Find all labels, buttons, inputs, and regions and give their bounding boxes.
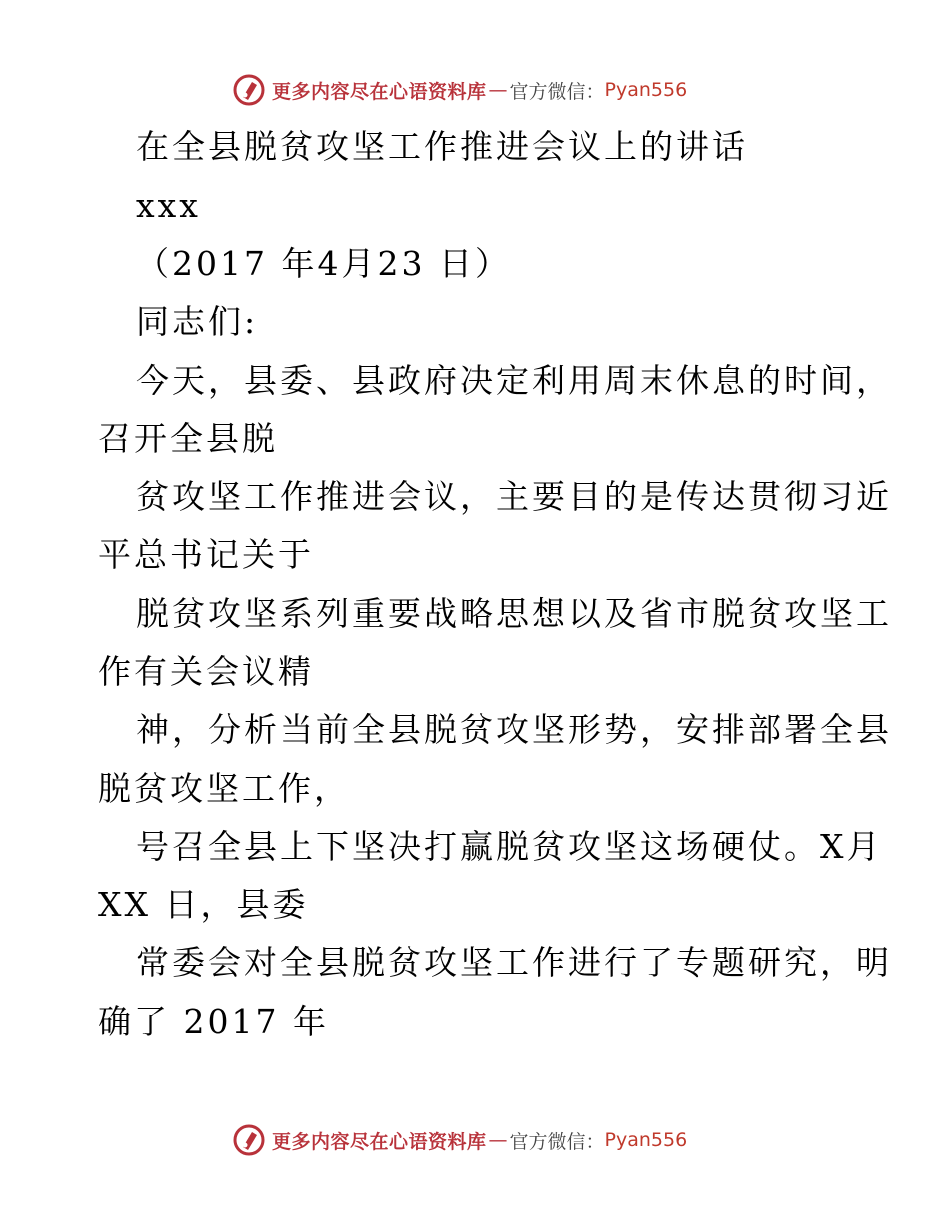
- paragraph-line: 作有关会议精: [98, 652, 314, 691]
- watermark-contact-label: 官方微信：: [509, 1130, 605, 1153]
- footer-watermark: [232, 1122, 687, 1158]
- document-date: （2017 年4月23 日）: [136, 244, 511, 283]
- watermark-contact-label: 官方微信：: [509, 80, 605, 103]
- document-salutation: 同志们:: [136, 302, 259, 341]
- paragraph-line: 脱贫攻坚系列重要战略思想以及省市脱贫攻坚工: [136, 594, 892, 633]
- paragraph-line: 今天，县委、县政府决定利用周末休息的时间，: [136, 361, 892, 400]
- paragraph-line: XX 日，县委: [98, 885, 309, 924]
- watermark-dash: —: [488, 1129, 508, 1151]
- watermark-dash: —: [488, 79, 508, 101]
- paragraph-line: 常委会对全县脱贫攻坚工作进行了专题研究，明: [136, 943, 892, 982]
- header-watermark: [232, 72, 687, 108]
- paragraph-line: 脱贫攻坚工作，: [98, 769, 350, 808]
- paragraph-line: 号召全县上下坚决打赢脱贫攻坚这场硬仗。X月: [136, 827, 883, 866]
- paragraph-line: 神，分析当前全县脱贫攻坚形势，安排部署全县: [136, 710, 892, 749]
- pen-logo-icon: [232, 73, 266, 107]
- paragraph-line: 平总书记关于: [98, 535, 314, 574]
- pen-logo-icon: [232, 1123, 266, 1157]
- watermark-site-text: 更多内容尽在心语资料库: [272, 80, 487, 103]
- document-title: 在全县脱贫攻坚工作推进会议上的讲话: [136, 127, 748, 166]
- paragraph-line: 召开全县脱: [98, 419, 278, 458]
- watermark-contact-code: Pyan556: [604, 79, 688, 101]
- watermark-site-text: 更多内容尽在心语资料库: [272, 1130, 487, 1153]
- watermark-contact-code: Pyan556: [604, 1129, 688, 1151]
- document-author: xxx: [136, 186, 201, 225]
- paragraph-line: 确了 2017 年: [98, 1002, 329, 1041]
- paragraph-line: 贫攻坚工作推进会议，主要目的是传达贯彻习近: [136, 477, 892, 516]
